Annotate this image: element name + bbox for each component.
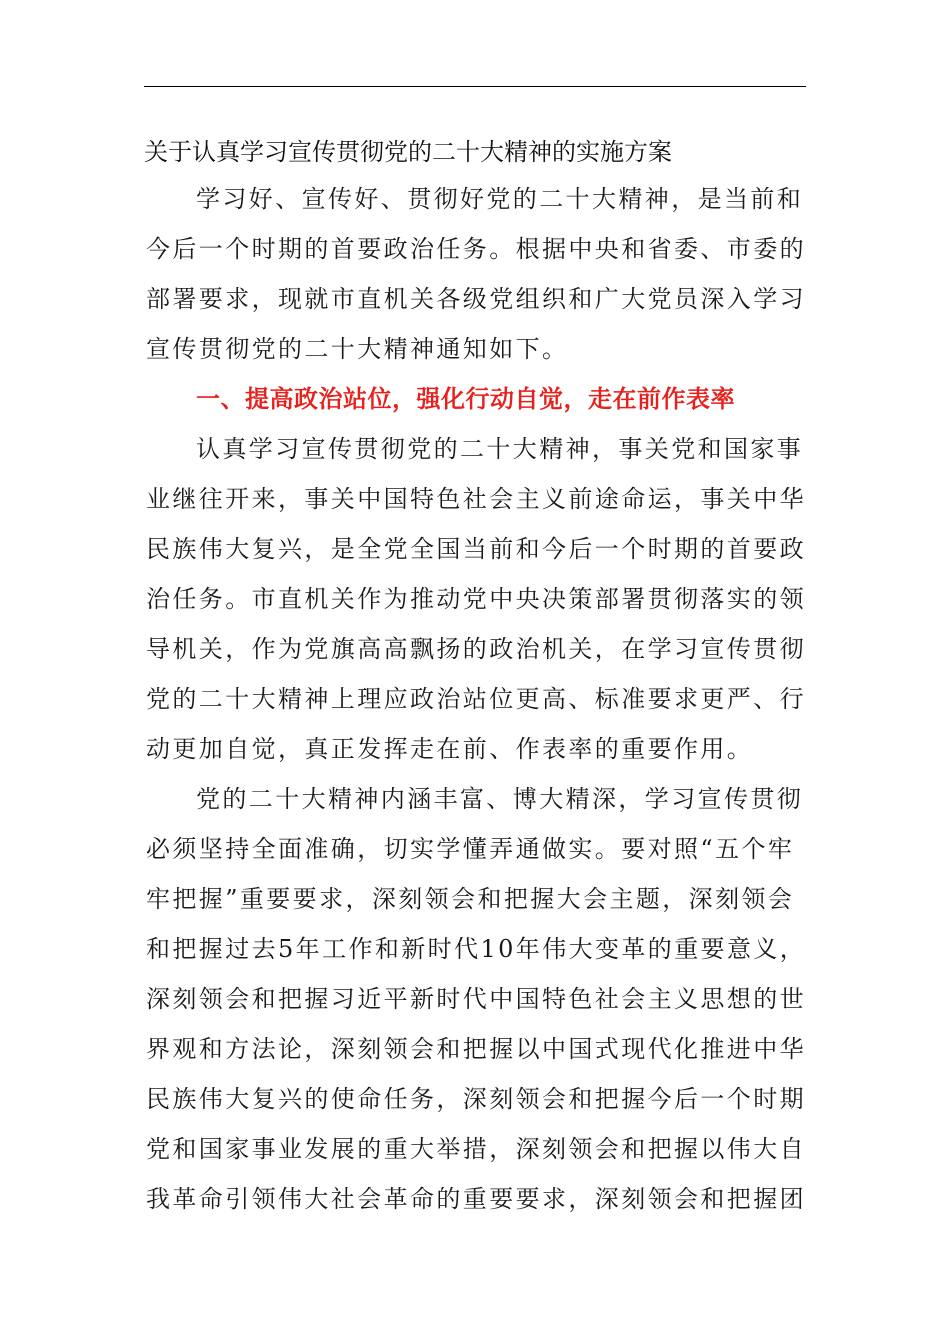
paragraph-spirit-connotation	[146, 774, 807, 1224]
text-line: 界观和方法论，深刻领会和把握以中国式现代化推进中华	[146, 1035, 806, 1063]
text-line: 必须坚持全面准确，切实学懂弄通做实。要对照“五个牢	[146, 835, 795, 863]
paragraph-intro	[146, 174, 806, 374]
header-rule	[144, 86, 806, 87]
text-line: 民族伟大复兴的使命任务，深刻领会和把握今后一个时期	[146, 1085, 806, 1113]
text-line: 宣传贯彻党的二十大精神通知如下。	[146, 335, 569, 363]
paragraph-political-stance	[146, 424, 806, 774]
text-line: 认真学习宣传贯彻党的二十大精神，事关党和国家事	[196, 435, 804, 463]
text-line: 民族伟大复兴，是全党全国当前和今后一个时期的首要政	[146, 535, 806, 563]
text-line: 党的二十大精神内涵丰富、博大精深，学习宣传贯彻	[196, 785, 804, 813]
text-line: 动更加自觉，真正发挥走在前、作表率的重要作用。	[146, 735, 754, 763]
text-line: 我革命引领伟大社会革命的重要要求，深刻领会和把握团	[146, 1185, 806, 1213]
section-heading: 一、提高政治站位，强化行动自觉，走在前作表率	[196, 385, 735, 413]
text-line: 学习好、宣传好、贯彻好党的二十大精神，是当前和	[196, 185, 804, 213]
text-line: 业继往开来，事关中国特色社会主义前途命运，事关中华	[146, 485, 806, 513]
text-line: 深刻领会和把握习近平新时代中国特色社会主义思想的世	[146, 985, 806, 1013]
text-line: 治任务。市直机关作为推动党中央决策部署贯彻落实的领	[146, 585, 806, 613]
text-line: 导机关，作为党旗高高飘扬的政治机关，在学习宣传贯彻	[146, 635, 806, 663]
text-line: 今后一个时期的首要政治任务。根据中央和省委、市委的	[146, 235, 806, 263]
text-line: 和把握过去5年工作和新时代10年伟大变革的重要意义，	[146, 935, 807, 963]
document-title: 关于认真学习宣传贯彻党的二十大精神的实施方案	[144, 138, 672, 166]
text-line: 党的二十大精神上理应政治站位更高、标准要求更严、行	[146, 685, 806, 713]
text-line: 部署要求，现就市直机关各级党组织和广大党员深入学习	[146, 285, 806, 313]
text-line: 党和国家事业发展的重大举措，深刻领会和把握以伟大自	[146, 1135, 806, 1163]
text-line: 牢把握”重要要求，深刻领会和把握大会主题，深刻领会	[146, 885, 795, 913]
document-body	[146, 174, 807, 1224]
